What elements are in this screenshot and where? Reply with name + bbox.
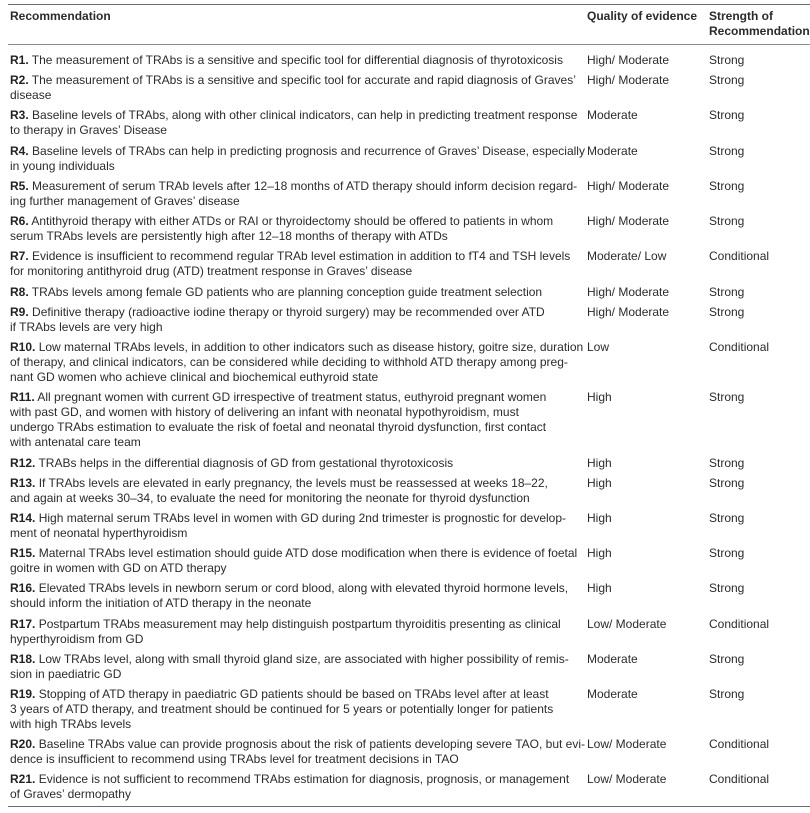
recommendation-cell	[10, 511, 582, 541]
recommendation-id: R17.	[10, 617, 36, 631]
recommendation-cell	[10, 144, 585, 174]
strength-cell: Strong	[709, 214, 745, 228]
strength-cell: Strong	[709, 511, 745, 525]
recommendation-line: hyperthyroidism from GD	[10, 632, 144, 646]
recommendation-cell	[10, 476, 582, 506]
strength-cell: Strong	[709, 144, 745, 158]
recommendation-cell	[10, 179, 582, 209]
quality-of-evidence-cell: High/ Moderate	[587, 73, 670, 87]
recommendation-cell	[10, 285, 582, 300]
recommendation-text: Baseline levels of TRAbs can help in predicting prognosis and recurrence of Graves’ Disease, especially	[28, 144, 585, 158]
quality-of-evidence-cell: Moderate	[587, 652, 638, 666]
strength-cell: Conditional	[709, 737, 770, 751]
recommendation-line	[10, 546, 582, 561]
recommendation-line	[10, 511, 582, 526]
recommendation-line: serum TRAbs levels are persistently high after 12–18 months of therapy with ATDs	[10, 229, 448, 243]
recommendation-cell	[10, 772, 582, 802]
strength-cell: Strong	[709, 687, 745, 701]
recommendation-cell	[10, 108, 582, 138]
recommendation-line	[10, 214, 582, 229]
recommendation-line	[10, 772, 582, 787]
recommendation-line	[10, 340, 582, 355]
quality-of-evidence-cell: High	[587, 476, 612, 490]
recommendation-cell	[10, 456, 582, 471]
recommendation-line	[10, 285, 582, 300]
quality-of-evidence-cell: Moderate/ Low	[587, 249, 667, 263]
table-bottom-rule	[8, 806, 810, 807]
quality-of-evidence-cell: High	[587, 390, 612, 404]
recommendation-line: sion in paediatric GD	[10, 667, 122, 681]
recommendation-id: R5.	[10, 179, 29, 193]
recommendation-cell	[10, 390, 582, 450]
recommendation-line: disease	[10, 88, 52, 102]
quality-of-evidence-cell: Moderate	[587, 144, 638, 158]
recommendation-line: nant GD women who achieve clinical and biochemical euthyroid state	[10, 370, 379, 384]
recommendation-text: Maternal TRAbs level estimation should guide ATD dose modification when there is evidence of foetal	[35, 546, 578, 560]
recommendation-line: of therapy, and clinical indicators, can be considered while deciding to withhold ATD therapy among preg-	[10, 355, 568, 369]
strength-cell: Strong	[709, 546, 745, 560]
recommendation-cell	[10, 687, 582, 732]
strength-cell: Conditional	[709, 340, 770, 354]
recommendation-text: Stopping of ATD therapy in paediatric GD patients should be based on TRAbs level after at least	[35, 687, 549, 701]
recommendation-cell	[10, 73, 582, 103]
recommendation-cell	[10, 737, 586, 767]
recommendation-text: High maternal serum TRAbs level in women with GD during 2nd trimester is prognostic for develop-	[35, 511, 567, 525]
quality-of-evidence-cell: Low/ Moderate	[587, 617, 667, 631]
recommendation-text: Postpartum TRAbs measurement may help distinguish postpartum thyroiditis presenting as clinical	[35, 617, 561, 631]
recommendation-line	[10, 144, 585, 159]
recommendation-id: R3.	[10, 108, 29, 122]
recommendation-line	[10, 305, 582, 320]
strength-cell: Strong	[709, 73, 745, 87]
recommendation-line	[10, 476, 582, 491]
recommendation-text: TRAbs levels among female GD patients who are planning conception guide treatment selection	[28, 285, 543, 299]
quality-of-evidence-cell: High/ Moderate	[587, 305, 670, 319]
recommendation-line: 3 years of ATD therapy, and treatment should be continued for 5 years or potentially longer for patients	[10, 702, 554, 716]
recommendation-text: Evidence is insufficient to recommend regular TRAb level estimation in addition to fT4 and TSH levels	[28, 249, 571, 263]
header-quality-of-evidence: Quality of evidence	[587, 9, 698, 23]
quality-of-evidence-cell: Low/ Moderate	[587, 737, 667, 751]
recommendation-id: R15.	[10, 546, 36, 560]
strength-cell: Conditional	[709, 617, 770, 631]
recommendation-id: R9.	[10, 305, 29, 319]
recommendation-text: TRABs helps in the differential diagnosis of GD from gestational thyrotoxicosis	[35, 456, 454, 470]
recommendation-text: Low maternal TRAbs levels, in addition to other indicators such as disease history, goitre size, duration	[35, 340, 584, 354]
recommendation-line	[10, 652, 582, 667]
recommendation-line	[10, 581, 582, 596]
quality-of-evidence-cell: Moderate	[587, 108, 638, 122]
recommendation-line: of Graves’ dermopathy	[10, 787, 131, 801]
strength-cell: Conditional	[709, 772, 770, 786]
recommendation-id: R20.	[10, 737, 36, 751]
strength-cell: Strong	[709, 53, 745, 67]
header-strength-line1: Strength of	[709, 9, 773, 23]
recommendation-id: R7.	[10, 249, 29, 263]
recommendation-line	[10, 53, 582, 68]
recommendation-cell	[10, 305, 582, 335]
recommendation-text: Evidence is not sufficient to recommend TRAbs estimation for diagnosis, prognosis, or management	[35, 772, 570, 786]
header-rule	[8, 44, 810, 45]
recommendation-id: R2.	[10, 73, 29, 87]
recommendation-text: If TRAbs levels are elevated in early pregnancy, the levels must be reassessed at weeks 18–22,	[35, 476, 548, 490]
recommendation-id: R12.	[10, 456, 36, 470]
recommendation-id: R18.	[10, 652, 36, 666]
recommendation-cell	[10, 340, 582, 385]
quality-of-evidence-cell: Low/ Moderate	[587, 772, 667, 786]
recommendation-text: Low TRAbs level, along with small thyroid gland size, are associated with higher possibility of remis-	[35, 652, 569, 666]
recommendation-line: goitre in women with GD on ATD therapy	[10, 561, 227, 575]
strength-cell: Strong	[709, 456, 745, 470]
quality-of-evidence-cell: Moderate	[587, 687, 638, 701]
recommendation-line	[10, 456, 582, 471]
recommendation-line	[10, 617, 582, 632]
recommendation-cell	[10, 249, 582, 279]
recommendation-line	[10, 249, 582, 264]
recommendation-cell	[10, 546, 582, 576]
quality-of-evidence-cell: High/ Moderate	[587, 214, 670, 228]
recommendation-cell	[10, 53, 582, 68]
quality-of-evidence-cell: High	[587, 581, 612, 595]
strength-cell: Strong	[709, 652, 745, 666]
recommendation-cell	[10, 652, 582, 682]
strength-cell: Strong	[709, 305, 745, 319]
recommendation-id: R13.	[10, 476, 36, 490]
header-recommendation: Recommendation	[10, 9, 111, 23]
quality-of-evidence-cell: High	[587, 546, 612, 560]
recommendation-cell	[10, 581, 582, 611]
recommendation-id: R21.	[10, 772, 36, 786]
recommendation-id: R6.	[10, 214, 29, 228]
quality-of-evidence-cell: High/ Moderate	[587, 285, 670, 299]
header-strength	[709, 9, 810, 39]
recommendation-id: R14.	[10, 511, 36, 525]
recommendation-text: The measurement of TRAbs is a sensitive and specific tool for accurate and rapid diagnosis of Graves’	[28, 73, 576, 87]
strength-cell: Strong	[709, 285, 745, 299]
recommendation-line: to therapy in Graves’ Disease	[10, 123, 167, 137]
recommendation-line: for monitoring antithyroid drug (ATD) treatment response in Graves’ disease	[10, 264, 413, 278]
recommendation-line: with antenatal care team	[10, 435, 141, 449]
recommendation-line	[10, 73, 582, 88]
quality-of-evidence-cell: High	[587, 456, 612, 470]
recommendation-id: R11.	[10, 390, 35, 404]
recommendation-text: Baseline TRAbs value can provide prognosis about the risk of patients developing severe TAO, but evi-	[35, 737, 586, 751]
recommendation-line	[10, 687, 582, 702]
recommendation-text: Definitive therapy (radioactive iodine therapy or thyroid surgery) may be recommended over ATD	[28, 305, 545, 319]
strength-cell: Strong	[709, 390, 745, 404]
recommendation-line: undergo TRAbs estimation to evaluate the risk of foetal and neonatal thyroid dysfunction, first contact	[10, 420, 547, 434]
recommendation-line: ing further management of Graves’ disease	[10, 194, 240, 208]
strength-cell: Strong	[709, 581, 745, 595]
recommendation-line: should inform the initiation of ATD therapy in the neonate	[10, 596, 312, 610]
recommendation-id: R1.	[10, 53, 29, 67]
strength-cell: Strong	[709, 108, 745, 122]
recommendation-id: R19.	[10, 687, 36, 701]
recommendation-text: Antithyroid therapy with either ATDs or RAI or thyroidectomy should be offered to patients in whom	[28, 214, 554, 228]
recommendation-id: R8.	[10, 285, 29, 299]
recommendation-text: All pregnant women with current GD irrespective of treatment status, euthyroid pregnant women	[34, 390, 547, 404]
recommendation-line	[10, 108, 582, 123]
table-top-rule	[8, 4, 810, 5]
strength-cell: Conditional	[709, 249, 770, 263]
recommendation-line	[10, 737, 586, 752]
recommendation-text: Elevated TRAbs levels in newborn serum or cord blood, along with elevated thyroid hormone levels,	[35, 581, 569, 595]
recommendation-text: The measurement of TRAbs is a sensitive and specific tool for differential diagnosis of thyrotoxicosis	[28, 53, 563, 67]
recommendation-line: and again at weeks 30–34, to evaluate the need for monitoring the neonate for thyroid dysfunction	[10, 491, 530, 505]
recommendation-line	[10, 390, 582, 405]
recommendation-line: with high TRAbs levels	[10, 717, 132, 731]
recommendation-cell	[10, 214, 582, 244]
recommendation-cell	[10, 617, 582, 647]
recommendation-line: ment of neonatal hyperthyroidism	[10, 526, 188, 540]
strength-cell: Strong	[709, 476, 745, 490]
recommendation-line: if TRAbs levels are very high	[10, 320, 163, 334]
recommendation-id: R4.	[10, 144, 29, 158]
quality-of-evidence-cell: High	[587, 511, 612, 525]
quality-of-evidence-cell: High/ Moderate	[587, 53, 670, 67]
recommendation-line: dence is insufficient to recommend using TRAbs level for treatment decisions in TAO	[10, 752, 459, 766]
recommendation-id: R10.	[10, 340, 36, 354]
recommendation-id: R16.	[10, 581, 36, 595]
quality-of-evidence-cell: Low	[587, 340, 610, 354]
recommendation-text: Baseline levels of TRAbs, along with other clinical indicators, can help in predicting treatment response	[28, 108, 578, 122]
recommendation-line: with past GD, and women with history of delivering an infant with neonatal hypothyroidism, must	[10, 405, 519, 419]
recommendation-text: Measurement of serum TRAb levels after 12–18 months of ATD therapy should inform decision regard-	[28, 179, 578, 193]
quality-of-evidence-cell: High/ Moderate	[587, 179, 670, 193]
header-strength-line2: Recommendation	[709, 24, 810, 38]
strength-cell: Strong	[709, 179, 745, 193]
recommendation-line	[10, 179, 582, 194]
recommendation-line: in young individuals	[10, 159, 115, 173]
